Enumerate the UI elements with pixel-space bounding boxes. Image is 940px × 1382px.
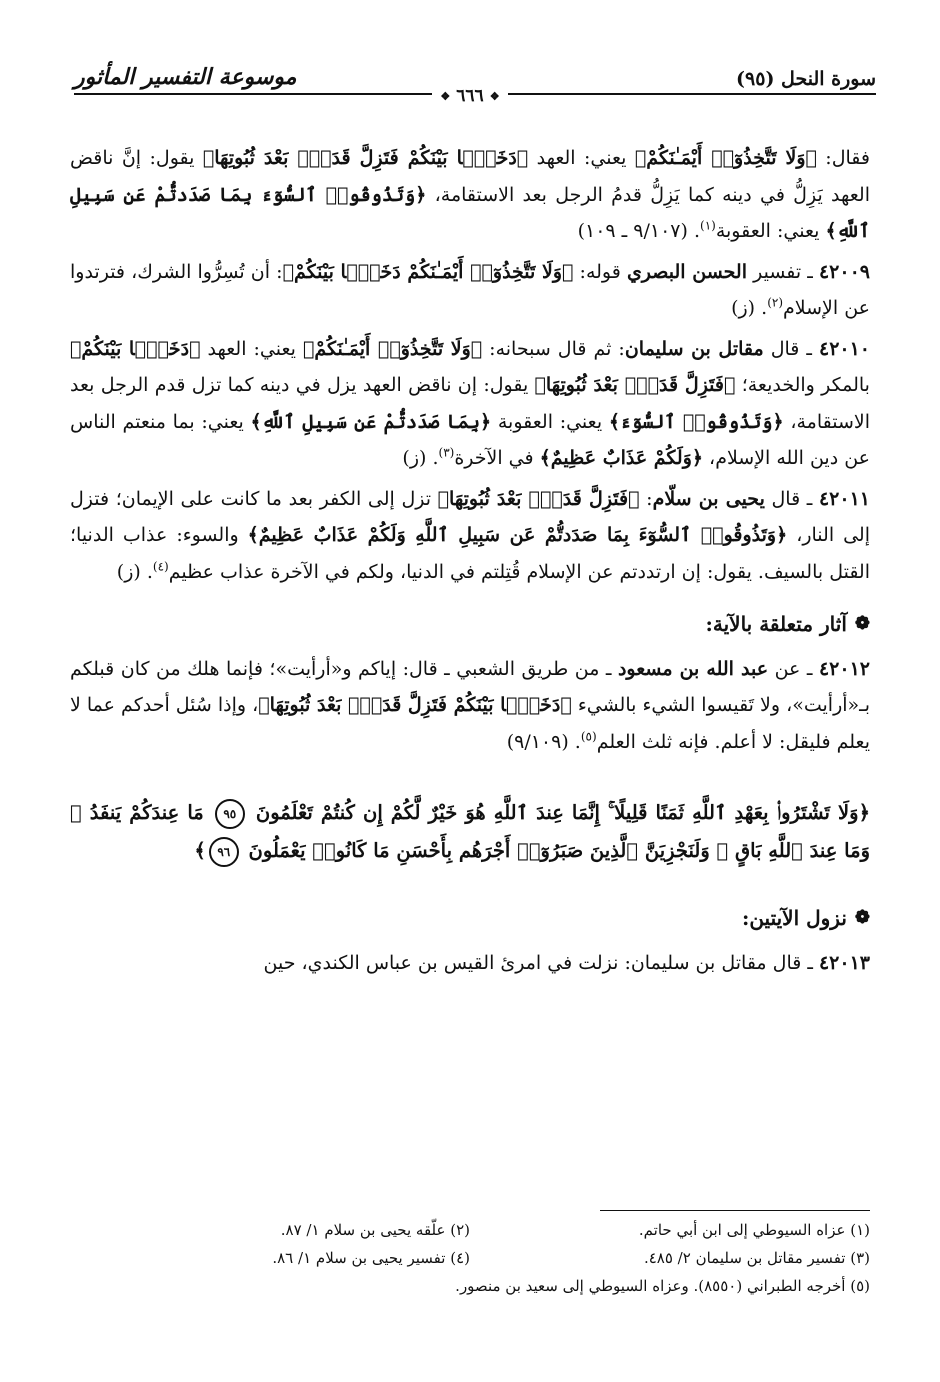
text: ـ قال bbox=[763, 337, 819, 360]
footnote-row bbox=[70, 1216, 870, 1244]
text: : bbox=[639, 487, 653, 510]
reference: . (٩/١٠٩) bbox=[506, 730, 581, 753]
text: يعني: العهد bbox=[528, 147, 635, 169]
narration-42013 bbox=[70, 945, 870, 982]
quran-quote: ﴿وَتَذُوقُوا۟ ٱلسُّوٓءَ بِمَا صَدَدتُّمْ عَن سَبِيلِ ٱللَّهِ﴾ bbox=[70, 183, 870, 242]
quran-quote: ﴿دَخَلًۢا بَيْنَكُمْ فَتَزِلَّ قَدَمٌۢ بَعْدَ ثُبُوتِهَا﴾ bbox=[202, 147, 529, 169]
text: والسوء: عذاب الدنيا؛ القتل بالسيف. يقول: إن ارتددتم عن الإسلام قُتِلتم في الدنيا، ولكم في الآخرة عذاب عظيم bbox=[70, 524, 870, 583]
narrator-name: الحسن البصري bbox=[626, 260, 747, 283]
footnote-3: (٣) تفسير مقاتل بن سليمان ٢/ ٤٨٥. bbox=[643, 1249, 870, 1267]
footnotes bbox=[70, 1216, 870, 1300]
footnote-1: (١) عزاه السيوطي إلى ابن أبي حاتم. bbox=[638, 1221, 870, 1239]
quran-verses-block bbox=[70, 794, 870, 870]
main-text bbox=[70, 140, 870, 981]
footnote-row bbox=[70, 1272, 870, 1300]
ornament-icon: ❖ bbox=[489, 89, 500, 103]
ayah-number-95: ٩٥ bbox=[215, 799, 245, 829]
text: : ثم قال سبحانه: bbox=[482, 337, 625, 360]
running-header bbox=[74, 56, 876, 90]
reference: . (ز) bbox=[402, 447, 439, 469]
narration-number: ٤٢٠١١ bbox=[818, 487, 870, 510]
narration-number: ٤٢٠١٣ bbox=[818, 951, 870, 974]
text: قوله: bbox=[573, 260, 627, 283]
section-heading-text: نزول الآيتين: bbox=[741, 906, 847, 930]
narration-number: ٤٢٠٠٩ bbox=[818, 260, 870, 283]
reference: . (٩/١٠٧ ـ ١٠٩) bbox=[577, 220, 700, 242]
ornament-icon: ❖ bbox=[440, 89, 451, 103]
text: يقول: إنَّ ناقض العهد يَزِلُّ في دينه كما يَزِلُّ قدمُ الرجل بعد الاستقامة، bbox=[70, 147, 870, 206]
narrator-name: مقاتل بن سليمان bbox=[624, 337, 764, 360]
quran-quote: ﴿وَلَكُمْ عَذَابٌ عَظِيمٌ﴾ bbox=[539, 447, 704, 469]
star-ornament-icon: ❁ bbox=[854, 613, 870, 634]
section-heading-text: آثار متعلقة بالآية: bbox=[705, 612, 847, 636]
text: ، وإذا سُئل أحدكم عما لا يعلم فليقل: لا أعلم. فإنه ثلث العلم bbox=[70, 694, 870, 753]
text: يعني: العقوبة bbox=[715, 220, 826, 242]
verse-open-bracket: ﴿ bbox=[858, 801, 870, 824]
footnote-2: (٢) علّقه يحيى بن سلام ١/ ٨٧. bbox=[280, 1221, 470, 1239]
text: بالمكر والخديعة؛ bbox=[735, 374, 870, 396]
footnote-separator bbox=[600, 1210, 870, 1211]
text: يقول: إن ناقض العهد يزل في دينه كما تزل قدم الرجل بعد الاستقامة، bbox=[70, 374, 870, 433]
text: ـ تفسير bbox=[747, 260, 819, 283]
verse-95-text: وَلَا تَشْتَرُوا۟ بِعَهْدِ ٱللَّهِ ثَمَنًا قَلِيلًا ۚ إِنَّمَا عِندَ ٱللَّهِ هُوَ خَيْرٌ لَّكُمْ إِن كُنتُمْ تَعْلَمُونَ bbox=[255, 801, 859, 824]
quran-quote: ﴿وَتَذُوقُوا۟ ٱلسُّوٓءَ بِمَا صَدَدتُّمْ عَن سَبِيلِ ٱللَّهِ وَلَكُمْ عَذَابٌ عَظِيمٌ﴾ bbox=[247, 524, 788, 546]
footnote-marker[interactable]: (٥) bbox=[580, 729, 597, 744]
text: يعني: بما منعتم الناس عن دين الله الإسلام، bbox=[70, 410, 870, 469]
quran-quote: ﴿وَلَا تَتَّخِذُوٓا۟ أَيْمَـٰنَكُمْ دَخَلًۢا بَيْنَكُمْ﴾ bbox=[282, 260, 574, 283]
footnote-marker[interactable]: (٤) bbox=[152, 559, 169, 574]
reference: . (ز) bbox=[116, 560, 153, 583]
book-title: موسوعة التفسير المأثور bbox=[74, 64, 297, 90]
quran-quote: ﴿دَخَلًۢا بَيْنَكُمْ﴾ bbox=[70, 337, 201, 360]
narration-number: ٤٢٠١٢ bbox=[818, 657, 870, 680]
narrator-name: عبد الله بن مسعود bbox=[617, 657, 769, 680]
footnote-marker[interactable]: (٢) bbox=[767, 295, 784, 310]
text: ـ من طريق الشعبي ـ قال: إياكم و«أرأيت»؛ فإنما هلك من كان قبلكم بـ«أرأيت»، ولا تَقيسوا الشيء بالشيء bbox=[70, 657, 870, 716]
verse-close-bracket: ﴾ bbox=[194, 839, 206, 862]
page-number-badge bbox=[432, 86, 507, 106]
quran-quote: ﴿بِمَا صَدَدتُّمْ عَن سَبِيلِ ٱللَّهِ﴾ bbox=[250, 410, 492, 433]
narration-number: ٤٢٠١٠ bbox=[818, 337, 871, 360]
surah-title: سورة النحل (٩٥) bbox=[736, 68, 876, 90]
quran-quote: ﴿فَتَزِلَّ قَدَمٌۢ بَعْدَ ثُبُوتِهَا﴾ bbox=[437, 487, 640, 510]
narration-42010 bbox=[70, 331, 870, 477]
ayah-number-96: ٩٦ bbox=[209, 837, 239, 867]
text: : أن تُسِرُّوا الشرك، فترتدوا عن الإسلام bbox=[70, 260, 870, 319]
footnote-5: (٥) أخرجه الطبراني (٨٥٥٠). وعزاه السيوطي إلى سعيد بن منصور. bbox=[455, 1277, 870, 1295]
page-number: ٦٦٦ bbox=[456, 86, 484, 106]
footnote-marker[interactable]: (٣) bbox=[438, 445, 455, 460]
page-number-container bbox=[0, 86, 940, 106]
quran-quote: ﴿وَلَا تَتَّخِذُوٓا۟ أَيْمَـٰنَكُمْ﴾ bbox=[634, 147, 817, 169]
text: تزل إلى الكفر بعد ما كانت على الإيمان؛ فتزل إلى النار، bbox=[70, 487, 870, 546]
text: يعني: العهد bbox=[200, 337, 303, 360]
quran-quote: ﴿دَخَلًۢا بَيْنَكُمْ فَتَزِلَّ قَدَمٌۢ بَعْدَ ثُبُوتِهَا﴾ bbox=[258, 694, 572, 716]
paragraph-continuation bbox=[70, 140, 870, 250]
section-heading-athar bbox=[70, 606, 870, 643]
narration-42012 bbox=[70, 651, 870, 761]
footnote-marker[interactable]: (١) bbox=[700, 218, 716, 233]
text: ـ قال مقاتل بن سليمان: نزلت في امرئ القيس بن عباس الكندي، حين bbox=[263, 951, 819, 974]
quran-quote: ﴿وَتَذُوقُوا۟ ٱلسُّوٓءَ﴾ bbox=[608, 410, 784, 433]
text: ـ عن bbox=[768, 657, 819, 680]
text: يعني: العقوبة bbox=[491, 410, 609, 433]
verse-96-text: مَا عِندَكُمْ يَنفَدُ ۖ وَمَا عِندَ ٱللَّهِ بَاقٍ ۗ وَلَنَجْزِيَنَّ ٱلَّذِينَ صَبَرُوٓا۟ أَجْرَهُم بِأَحْسَنِ مَا كَانُوا۟ يَعْمَلُونَ bbox=[70, 801, 870, 862]
section-heading-nuzul bbox=[70, 900, 870, 937]
reference: . (ز) bbox=[731, 297, 768, 319]
quran-quote: ﴿وَلَا تَتَّخِذُوٓا۟ أَيْمَـٰنَكُمْ﴾ bbox=[302, 337, 483, 360]
text: في الآخرة bbox=[454, 447, 540, 469]
text: ـ قال bbox=[764, 487, 819, 510]
narration-42009 bbox=[70, 254, 870, 327]
quran-quote: ﴿فَتَزِلَّ قَدَمٌۢ بَعْدَ ثُبُوتِهَا﴾ bbox=[534, 374, 736, 396]
text: فقال: bbox=[816, 147, 870, 169]
footnote-4: (٤) تفسير يحيى بن سلام ١/ ٨٦. bbox=[272, 1249, 470, 1267]
star-ornament-icon: ❁ bbox=[854, 907, 870, 928]
narrator-name: يحيى بن سلّام bbox=[652, 487, 765, 510]
narration-42011 bbox=[70, 481, 870, 591]
footnote-row bbox=[70, 1244, 870, 1272]
